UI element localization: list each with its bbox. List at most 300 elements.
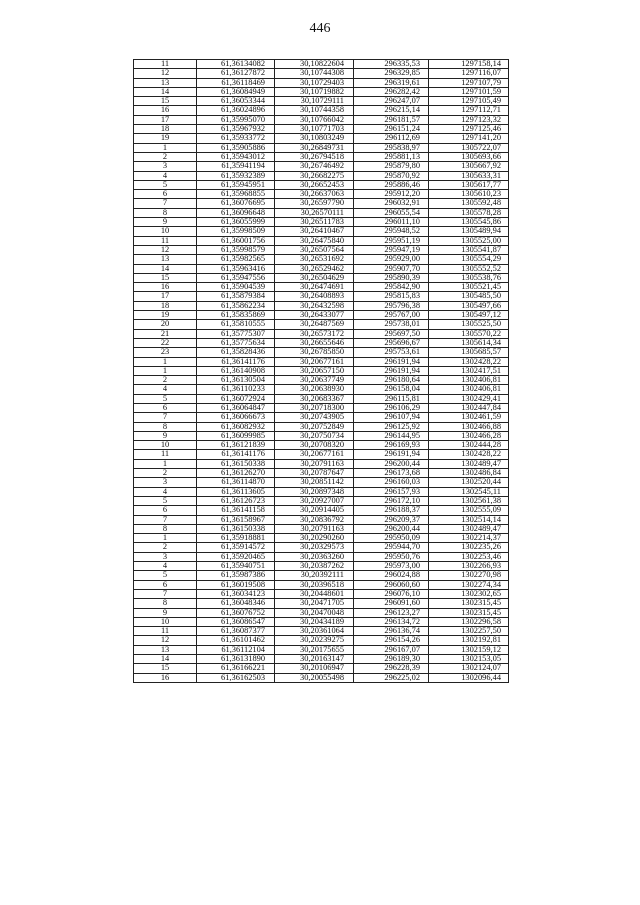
- y-coordinate-cell: 1297116,07: [429, 69, 509, 78]
- longitude-cell: 30,20791163: [275, 459, 354, 468]
- longitude-cell: 30,20743905: [275, 413, 354, 422]
- table-row: [134, 655, 509, 664]
- longitude-cell: 30,26487569: [275, 320, 354, 329]
- x-coordinate-cell: 296060,60: [354, 580, 429, 589]
- x-coordinate-cell: 296191,94: [354, 357, 429, 366]
- y-coordinate-cell: 1305570,22: [429, 329, 509, 338]
- table-row: [134, 413, 509, 422]
- y-coordinate-cell: 1305592,48: [429, 199, 509, 208]
- x-coordinate-cell: 296282,42: [354, 87, 429, 96]
- table-row: [134, 515, 509, 524]
- x-coordinate-cell: 296225,02: [354, 673, 429, 682]
- latitude-cell: 61,36076695: [197, 199, 275, 208]
- y-coordinate-cell: 1297107,79: [429, 78, 509, 87]
- point-number-cell: 6: [134, 506, 197, 515]
- point-number-cell: 11: [134, 450, 197, 459]
- y-coordinate-cell: 1305633,31: [429, 171, 509, 180]
- table-row: [134, 506, 509, 515]
- y-coordinate-cell: 1302520,44: [429, 478, 509, 487]
- y-coordinate-cell: 1305610,23: [429, 190, 509, 199]
- table-row: [134, 357, 509, 366]
- point-number-cell: 1: [134, 534, 197, 543]
- x-coordinate-cell: 295697,50: [354, 329, 429, 338]
- y-coordinate-cell: 1305497,12: [429, 311, 509, 320]
- y-coordinate-cell: 1305554,29: [429, 255, 509, 264]
- y-coordinate-cell: 1302296,58: [429, 617, 509, 626]
- latitude-cell: 61,36064847: [197, 403, 275, 412]
- longitude-cell: 30,20471705: [275, 599, 354, 608]
- longitude-cell: 30,10744308: [275, 69, 354, 78]
- latitude-cell: 61,36126723: [197, 496, 275, 505]
- point-number-cell: 19: [134, 311, 197, 320]
- longitude-cell: 30,20387262: [275, 562, 354, 571]
- latitude-cell: 61,35862234: [197, 301, 275, 310]
- coordinates-table: [133, 59, 509, 683]
- longitude-cell: 30,26849731: [275, 143, 354, 152]
- latitude-cell: 61,35904539: [197, 283, 275, 292]
- latitude-cell: 61,36053344: [197, 97, 275, 106]
- x-coordinate-cell: 296055,54: [354, 208, 429, 217]
- table-row: [134, 599, 509, 608]
- x-coordinate-cell: 295950,09: [354, 534, 429, 543]
- table-row: [134, 199, 509, 208]
- table-row: [134, 329, 509, 338]
- point-number-cell: 16: [134, 106, 197, 115]
- point-number-cell: 2: [134, 469, 197, 478]
- table-row: [134, 78, 509, 87]
- table-row: [134, 487, 509, 496]
- latitude-cell: 61,35810555: [197, 320, 275, 329]
- longitude-cell: 30,20434189: [275, 617, 354, 626]
- y-coordinate-cell: 1305525,50: [429, 320, 509, 329]
- point-number-cell: 14: [134, 264, 197, 273]
- longitude-cell: 30,20329573: [275, 543, 354, 552]
- x-coordinate-cell: 296091,60: [354, 599, 429, 608]
- latitude-cell: 61,36086547: [197, 617, 275, 626]
- longitude-cell: 30,26682275: [275, 171, 354, 180]
- latitude-cell: 61,35918881: [197, 534, 275, 543]
- point-number-cell: 15: [134, 273, 197, 282]
- latitude-cell: 61,35947556: [197, 273, 275, 282]
- longitude-cell: 30,10822604: [275, 60, 354, 69]
- x-coordinate-cell: 295879,80: [354, 162, 429, 171]
- longitude-cell: 30,20927007: [275, 496, 354, 505]
- y-coordinate-cell: 1305685,57: [429, 348, 509, 357]
- latitude-cell: 61,35940751: [197, 562, 275, 571]
- x-coordinate-cell: 296024,88: [354, 571, 429, 580]
- latitude-cell: 61,35920465: [197, 552, 275, 561]
- table-row: [134, 469, 509, 478]
- table-row: [134, 431, 509, 440]
- longitude-cell: 30,20361064: [275, 627, 354, 636]
- x-coordinate-cell: 296115,81: [354, 394, 429, 403]
- longitude-cell: 30,10744358: [275, 106, 354, 115]
- point-number-cell: 4: [134, 487, 197, 496]
- longitude-cell: 30,20448601: [275, 589, 354, 598]
- point-number-cell: 12: [134, 245, 197, 254]
- point-number-cell: 8: [134, 422, 197, 431]
- y-coordinate-cell: 1302466,88: [429, 422, 509, 431]
- point-number-cell: 6: [134, 403, 197, 412]
- x-coordinate-cell: 296209,37: [354, 515, 429, 524]
- x-coordinate-cell: 296160,03: [354, 478, 429, 487]
- x-coordinate-cell: 296191,94: [354, 450, 429, 459]
- longitude-cell: 30,26504629: [275, 273, 354, 282]
- longitude-cell: 30,26410467: [275, 227, 354, 236]
- table-row: [134, 162, 509, 171]
- table-row: [134, 673, 509, 682]
- y-coordinate-cell: 1302315,45: [429, 599, 509, 608]
- point-number-cell: 5: [134, 180, 197, 189]
- table-row: [134, 255, 509, 264]
- page-number: 446: [309, 21, 331, 36]
- x-coordinate-cell: 296076,10: [354, 589, 429, 598]
- x-coordinate-cell: 295907,70: [354, 264, 429, 273]
- longitude-cell: 30,20897348: [275, 487, 354, 496]
- latitude-cell: 61,36066673: [197, 413, 275, 422]
- longitude-cell: 30,10729111: [275, 97, 354, 106]
- point-number-cell: 17: [134, 292, 197, 301]
- point-number-cell: 4: [134, 171, 197, 180]
- longitude-cell: 30,26573172: [275, 329, 354, 338]
- table-row: [134, 348, 509, 357]
- latitude-cell: 61,35982565: [197, 255, 275, 264]
- point-number-cell: 3: [134, 478, 197, 487]
- x-coordinate-cell: 295838,97: [354, 143, 429, 152]
- longitude-cell: 30,26475840: [275, 236, 354, 245]
- point-number-cell: 21: [134, 329, 197, 338]
- y-coordinate-cell: 1302514,14: [429, 515, 509, 524]
- latitude-cell: 61,35775634: [197, 338, 275, 347]
- table-row: [134, 403, 509, 412]
- y-coordinate-cell: 1305497,66: [429, 301, 509, 310]
- table-row: [134, 87, 509, 96]
- point-number-cell: 1: [134, 459, 197, 468]
- x-coordinate-cell: 295753,61: [354, 348, 429, 357]
- x-coordinate-cell: 296189,30: [354, 655, 429, 664]
- x-coordinate-cell: 295870,92: [354, 171, 429, 180]
- longitude-cell: 30,10719882: [275, 87, 354, 96]
- latitude-cell: 61,36048346: [197, 599, 275, 608]
- longitude-cell: 30,26408893: [275, 292, 354, 301]
- x-coordinate-cell: 296247,07: [354, 97, 429, 106]
- y-coordinate-cell: 1302555,09: [429, 506, 509, 515]
- table-row: [134, 320, 509, 329]
- latitude-cell: 61,36126270: [197, 469, 275, 478]
- longitude-cell: 30,20470048: [275, 608, 354, 617]
- point-number-cell: 16: [134, 673, 197, 682]
- latitude-cell: 61,36019508: [197, 580, 275, 589]
- x-coordinate-cell: 296200,44: [354, 459, 429, 468]
- point-number-cell: 5: [134, 571, 197, 580]
- point-number-cell: 4: [134, 562, 197, 571]
- y-coordinate-cell: 1305485,50: [429, 292, 509, 301]
- x-coordinate-cell: 296144,95: [354, 431, 429, 440]
- y-coordinate-cell: 1302428,22: [429, 357, 509, 366]
- latitude-cell: 61,36001756: [197, 236, 275, 245]
- point-number-cell: 10: [134, 227, 197, 236]
- latitude-cell: 61,36024896: [197, 106, 275, 115]
- y-coordinate-cell: 1297101,59: [429, 87, 509, 96]
- x-coordinate-cell: 295944,70: [354, 543, 429, 552]
- table-row: [134, 627, 509, 636]
- x-coordinate-cell: 296319,61: [354, 78, 429, 87]
- table-row: [134, 580, 509, 589]
- y-coordinate-cell: 1297141,20: [429, 134, 509, 143]
- latitude-cell: 61,36162503: [197, 673, 275, 682]
- longitude-cell: 30,26637063: [275, 190, 354, 199]
- y-coordinate-cell: 1305552,52: [429, 264, 509, 273]
- point-number-cell: 22: [134, 338, 197, 347]
- longitude-cell: 30,20791163: [275, 524, 354, 533]
- table-row: [134, 552, 509, 561]
- y-coordinate-cell: 1297123,32: [429, 115, 509, 124]
- table-row: [134, 645, 509, 654]
- table-row: [134, 664, 509, 673]
- x-coordinate-cell: 296180,64: [354, 376, 429, 385]
- table-row: [134, 283, 509, 292]
- y-coordinate-cell: 1302486,84: [429, 469, 509, 478]
- latitude-cell: 61,36141176: [197, 357, 275, 366]
- latitude-cell: 61,36101462: [197, 636, 275, 645]
- latitude-cell: 61,36113605: [197, 487, 275, 496]
- y-coordinate-cell: 1302214,37: [429, 534, 509, 543]
- y-coordinate-cell: 1305617,77: [429, 180, 509, 189]
- longitude-cell: 30,20914405: [275, 506, 354, 515]
- latitude-cell: 61,35945951: [197, 180, 275, 189]
- table-row: [134, 311, 509, 320]
- longitude-cell: 30,10771703: [275, 125, 354, 134]
- y-coordinate-cell: 1302274,34: [429, 580, 509, 589]
- latitude-cell: 61,36158967: [197, 515, 275, 524]
- table-row: [134, 245, 509, 254]
- longitude-cell: 30,20657150: [275, 366, 354, 375]
- point-number-cell: 13: [134, 255, 197, 264]
- latitude-cell: 61,35828436: [197, 348, 275, 357]
- point-number-cell: 8: [134, 599, 197, 608]
- latitude-cell: 61,36118469: [197, 78, 275, 87]
- point-number-cell: 2: [134, 543, 197, 552]
- longitude-cell: 30,20677161: [275, 450, 354, 459]
- longitude-cell: 30,26529462: [275, 264, 354, 273]
- point-number-cell: 13: [134, 78, 197, 87]
- y-coordinate-cell: 1302444,28: [429, 441, 509, 450]
- latitude-cell: 61,36121839: [197, 441, 275, 450]
- latitude-cell: 61,35943012: [197, 152, 275, 161]
- longitude-cell: 30,20708320: [275, 441, 354, 450]
- table-row: [134, 376, 509, 385]
- longitude-cell: 30,26507564: [275, 245, 354, 254]
- latitude-cell: 61,35967932: [197, 125, 275, 134]
- x-coordinate-cell: 295912,20: [354, 190, 429, 199]
- x-coordinate-cell: 296134,72: [354, 617, 429, 626]
- latitude-cell: 61,35998509: [197, 227, 275, 236]
- y-coordinate-cell: 1305538,76: [429, 273, 509, 282]
- longitude-cell: 30,26746492: [275, 162, 354, 171]
- latitude-cell: 61,35775307: [197, 329, 275, 338]
- latitude-cell: 61,35879384: [197, 292, 275, 301]
- y-coordinate-cell: 1297105,49: [429, 97, 509, 106]
- x-coordinate-cell: 296167,07: [354, 645, 429, 654]
- longitude-cell: 30,26655646: [275, 338, 354, 347]
- point-number-cell: 9: [134, 218, 197, 227]
- table-row: [134, 589, 509, 598]
- table-row: [134, 227, 509, 236]
- x-coordinate-cell: 295842,90: [354, 283, 429, 292]
- latitude-cell: 61,36141176: [197, 450, 275, 459]
- point-number-cell: 12: [134, 69, 197, 78]
- table-row: [134, 385, 509, 394]
- table-row: [134, 97, 509, 106]
- longitude-cell: 30,20787647: [275, 469, 354, 478]
- x-coordinate-cell: 296112,69: [354, 134, 429, 143]
- y-coordinate-cell: 1305541,87: [429, 245, 509, 254]
- x-coordinate-cell: 296191,94: [354, 366, 429, 375]
- point-number-cell: 16: [134, 283, 197, 292]
- table-row: [134, 338, 509, 347]
- latitude-cell: 61,36072924: [197, 394, 275, 403]
- y-coordinate-cell: 1302159,12: [429, 645, 509, 654]
- coordinates-table-body: [134, 60, 509, 683]
- point-number-cell: 11: [134, 627, 197, 636]
- x-coordinate-cell: 296228,39: [354, 664, 429, 673]
- point-number-cell: 17: [134, 115, 197, 124]
- latitude-cell: 61,36127872: [197, 69, 275, 78]
- table-row: [134, 422, 509, 431]
- latitude-cell: 61,35941194: [197, 162, 275, 171]
- point-number-cell: 4: [134, 385, 197, 394]
- longitude-cell: 30,10729403: [275, 78, 354, 87]
- y-coordinate-cell: 1302489,47: [429, 459, 509, 468]
- table-row: [134, 125, 509, 134]
- latitude-cell: 61,36130504: [197, 376, 275, 385]
- x-coordinate-cell: 296173,68: [354, 469, 429, 478]
- point-number-cell: 15: [134, 664, 197, 673]
- longitude-cell: 30,20055498: [275, 673, 354, 682]
- y-coordinate-cell: 1302417,51: [429, 366, 509, 375]
- table-row: [134, 459, 509, 468]
- latitude-cell: 61,36112104: [197, 645, 275, 654]
- longitude-cell: 30,20683367: [275, 394, 354, 403]
- y-coordinate-cell: 1302192,81: [429, 636, 509, 645]
- y-coordinate-cell: 1305521,45: [429, 283, 509, 292]
- longitude-cell: 30,26570111: [275, 208, 354, 217]
- longitude-cell: 30,20290260: [275, 534, 354, 543]
- latitude-cell: 61,35998579: [197, 245, 275, 254]
- longitude-cell: 30,20363260: [275, 552, 354, 561]
- longitude-cell: 30,20239275: [275, 636, 354, 645]
- longitude-cell: 30,20836792: [275, 515, 354, 524]
- x-coordinate-cell: 296011,10: [354, 218, 429, 227]
- point-number-cell: 8: [134, 208, 197, 217]
- point-number-cell: 19: [134, 134, 197, 143]
- latitude-cell: 61,36076752: [197, 608, 275, 617]
- point-number-cell: 10: [134, 617, 197, 626]
- latitude-cell: 61,36082932: [197, 422, 275, 431]
- latitude-cell: 61,36055999: [197, 218, 275, 227]
- y-coordinate-cell: 1302266,93: [429, 562, 509, 571]
- point-number-cell: 11: [134, 236, 197, 245]
- point-number-cell: 5: [134, 496, 197, 505]
- point-number-cell: 10: [134, 441, 197, 450]
- point-number-cell: 8: [134, 524, 197, 533]
- table-row: [134, 115, 509, 124]
- longitude-cell: 30,20718300: [275, 403, 354, 412]
- point-number-cell: 3: [134, 162, 197, 171]
- y-coordinate-cell: 1302124,07: [429, 664, 509, 673]
- y-coordinate-cell: 1302406,81: [429, 376, 509, 385]
- y-coordinate-cell: 1305525,00: [429, 236, 509, 245]
- point-number-cell: 7: [134, 413, 197, 422]
- point-number-cell: 1: [134, 366, 197, 375]
- x-coordinate-cell: 296200,44: [354, 524, 429, 533]
- x-coordinate-cell: 295929,00: [354, 255, 429, 264]
- x-coordinate-cell: 296181,57: [354, 115, 429, 124]
- y-coordinate-cell: 1305489,94: [429, 227, 509, 236]
- x-coordinate-cell: 296158,04: [354, 385, 429, 394]
- table-row: [134, 562, 509, 571]
- table-row: [134, 366, 509, 375]
- longitude-cell: 30,10803249: [275, 134, 354, 143]
- y-coordinate-cell: 1305614,34: [429, 338, 509, 347]
- table-row: [134, 218, 509, 227]
- table-row: [134, 450, 509, 459]
- point-number-cell: 7: [134, 589, 197, 598]
- table-row: [134, 264, 509, 273]
- y-coordinate-cell: 1302257,50: [429, 627, 509, 636]
- latitude-cell: 61,36034123: [197, 589, 275, 598]
- x-coordinate-cell: 295973,00: [354, 562, 429, 571]
- x-coordinate-cell: 295796,38: [354, 301, 429, 310]
- x-coordinate-cell: 296215,14: [354, 106, 429, 115]
- latitude-cell: 61,35995070: [197, 115, 275, 124]
- point-number-cell: 1: [134, 143, 197, 152]
- table-row: [134, 180, 509, 189]
- longitude-cell: 30,20175655: [275, 645, 354, 654]
- latitude-cell: 61,35932389: [197, 171, 275, 180]
- y-coordinate-cell: 1302235,26: [429, 543, 509, 552]
- latitude-cell: 61,35914572: [197, 543, 275, 552]
- y-coordinate-cell: 1302302,65: [429, 589, 509, 598]
- y-coordinate-cell: 1305667,92: [429, 162, 509, 171]
- table-row: [134, 152, 509, 161]
- x-coordinate-cell: 296188,37: [354, 506, 429, 515]
- table-row: [134, 534, 509, 543]
- point-number-cell: 12: [134, 636, 197, 645]
- table-row: [134, 496, 509, 505]
- longitude-cell: 30,26474691: [275, 283, 354, 292]
- y-coordinate-cell: 1302096,44: [429, 673, 509, 682]
- latitude-cell: 61,36114870: [197, 478, 275, 487]
- y-coordinate-cell: 1305693,66: [429, 152, 509, 161]
- point-number-cell: 18: [134, 301, 197, 310]
- y-coordinate-cell: 1302270,98: [429, 571, 509, 580]
- point-number-cell: 14: [134, 87, 197, 96]
- latitude-cell: 61,35963416: [197, 264, 275, 273]
- latitude-cell: 61,36096648: [197, 208, 275, 217]
- latitude-cell: 61,36166221: [197, 664, 275, 673]
- table-row: [134, 69, 509, 78]
- x-coordinate-cell: 295815,83: [354, 292, 429, 301]
- point-number-cell: 2: [134, 376, 197, 385]
- y-coordinate-cell: 1302253,46: [429, 552, 509, 561]
- longitude-cell: 30,20392111: [275, 571, 354, 580]
- table-row: [134, 636, 509, 645]
- table-row: [134, 571, 509, 580]
- x-coordinate-cell: 295696,67: [354, 338, 429, 347]
- latitude-cell: 61,36087377: [197, 627, 275, 636]
- table-row: [134, 543, 509, 552]
